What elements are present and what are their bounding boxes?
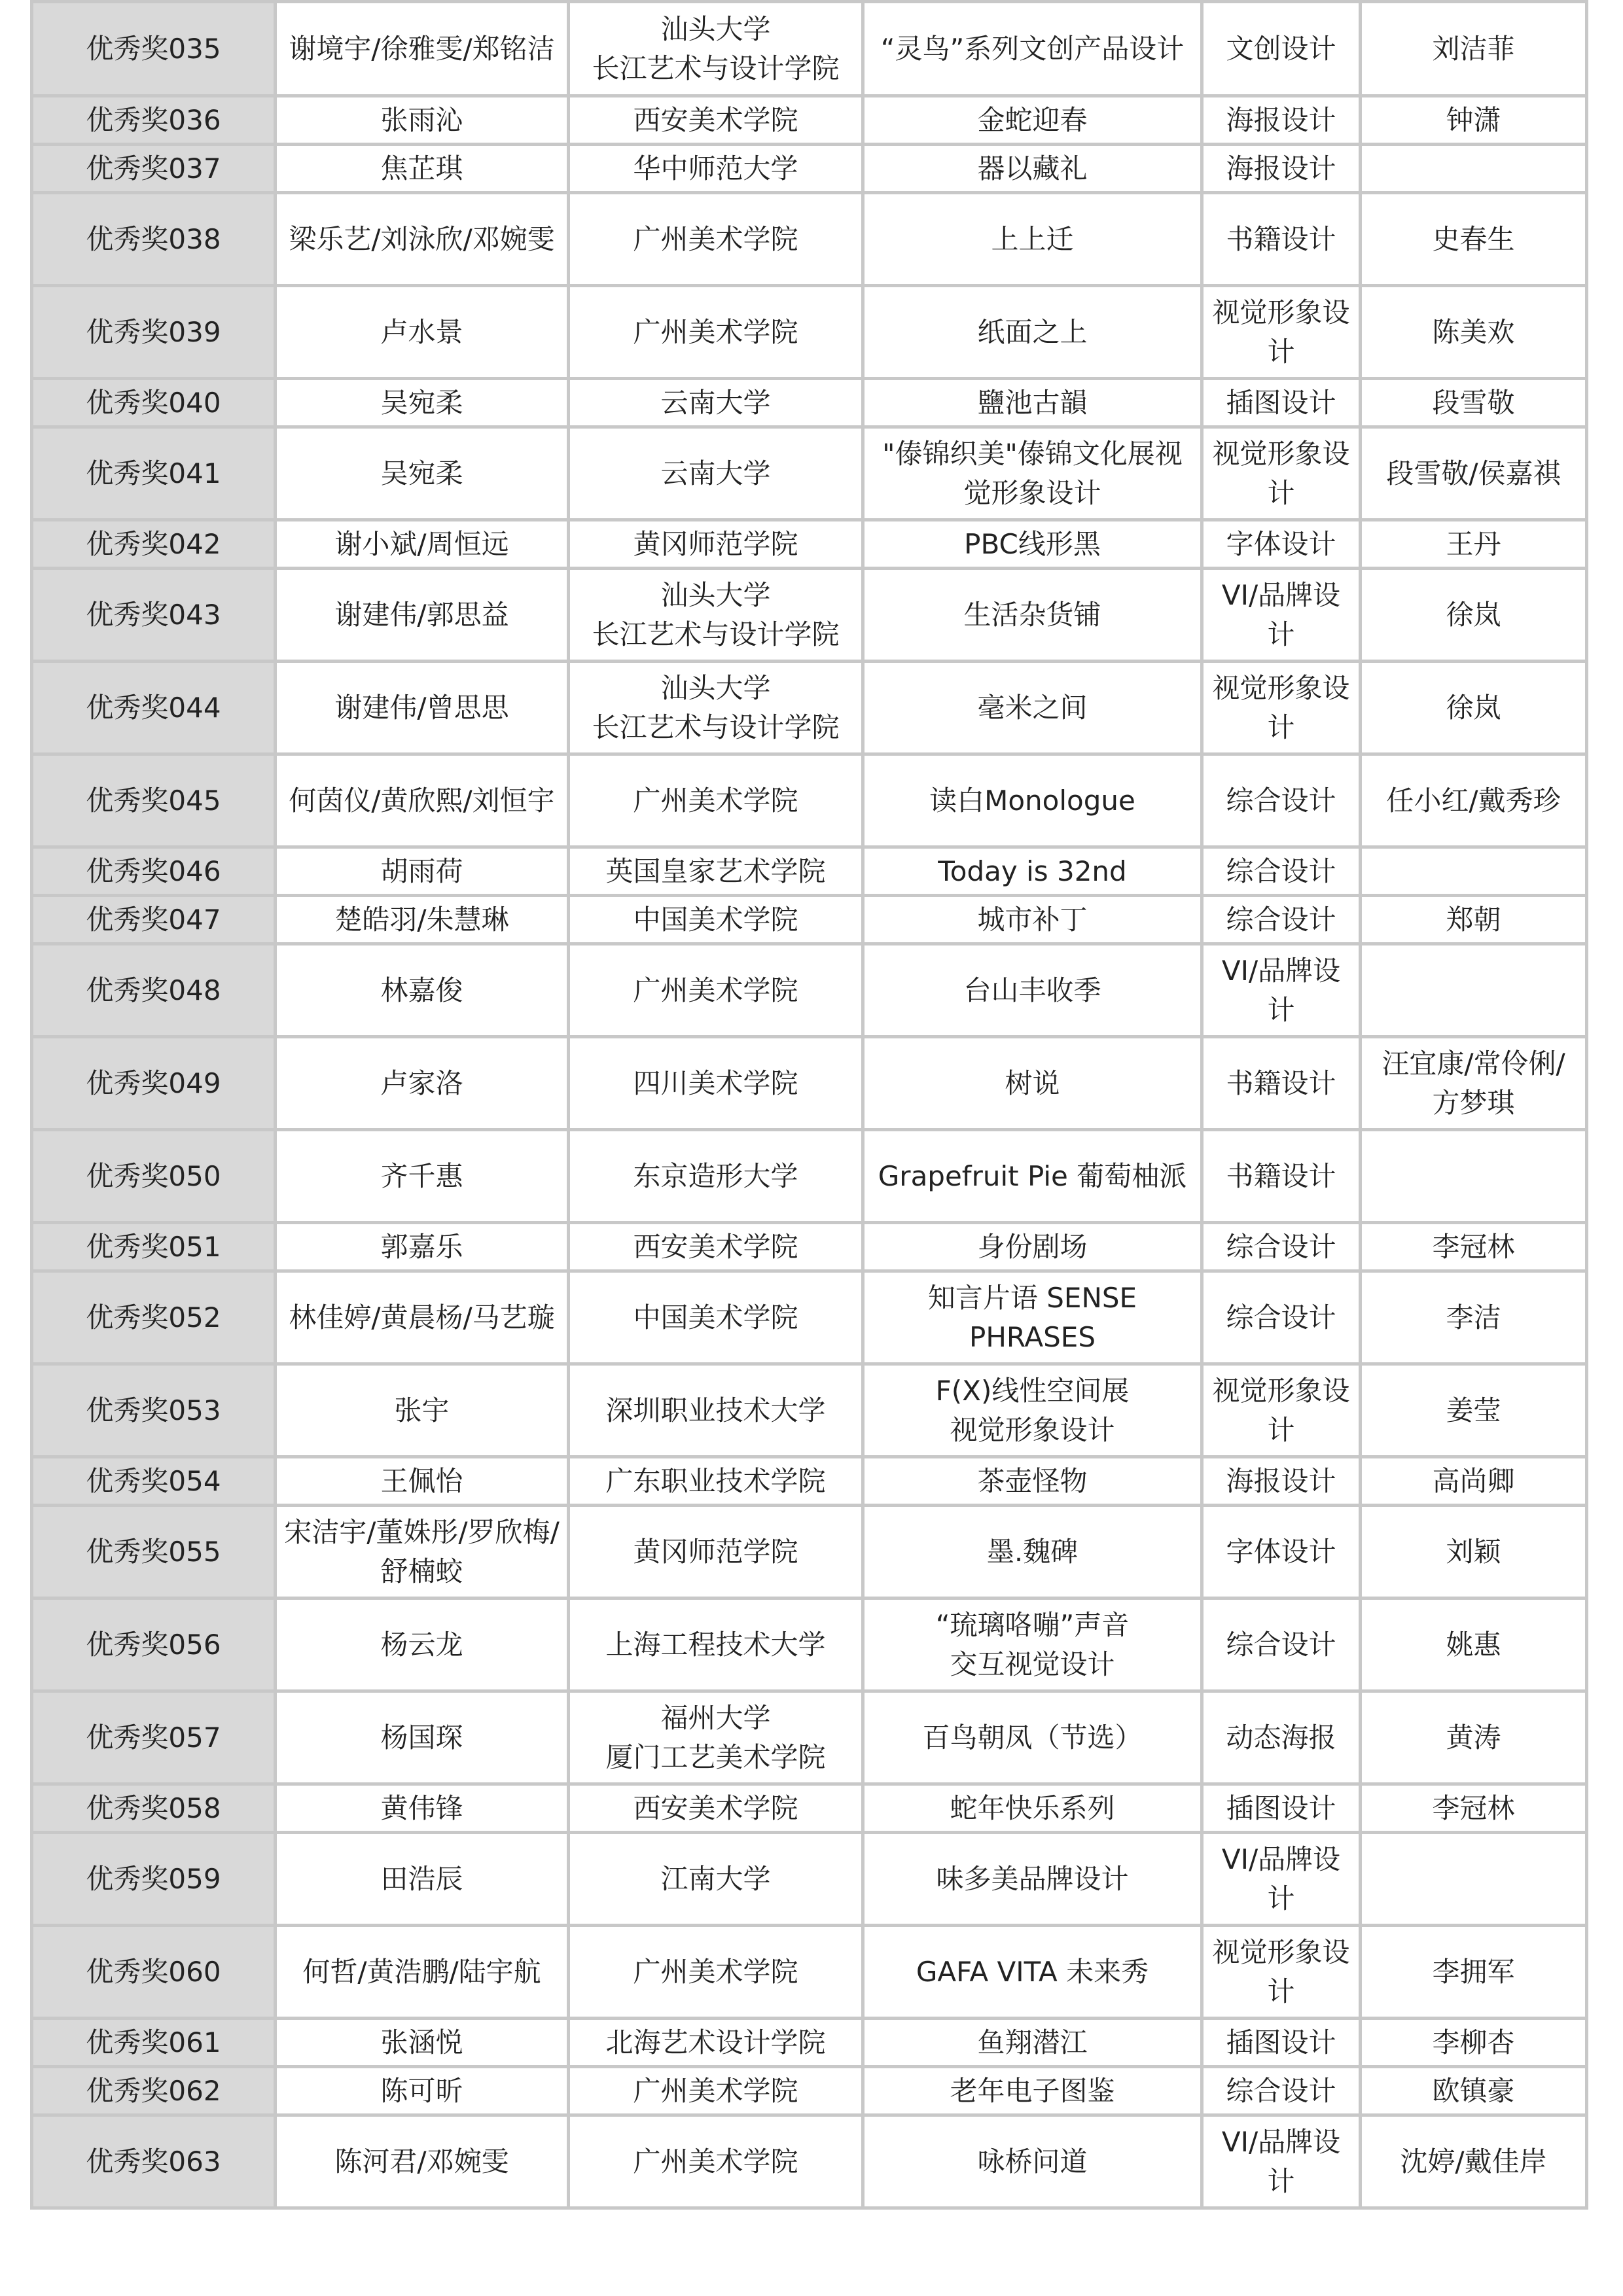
advisor-cell: 史春生 [1361,193,1587,286]
category-cell: VI/品牌设计 [1202,944,1361,1037]
category-cell: 综合设计 [1202,1223,1361,1271]
advisor-cell: 沈婷/戴佳岸 [1361,2115,1587,2208]
award-cell: 优秀奖043 [32,569,276,662]
table-row [32,662,1587,754]
school-cell: 英国皇家艺术学院 [569,847,863,896]
authors-cell: 林佳婷/黄晨杨/马艺璇 [276,1271,569,1364]
table-row [32,2,1587,96]
category-cell: VI/品牌设计 [1202,2115,1361,2208]
school-cell: 北海艺术设计学院 [569,2019,863,2067]
category-cell: 海报设计 [1202,145,1361,193]
award-cell: 优秀奖040 [32,379,276,427]
advisor-cell [1361,1130,1587,1223]
work-title-cell: 鱼翔潜江 [863,2019,1202,2067]
school-cell: 云南大学 [569,379,863,427]
table-row [32,847,1587,896]
authors-cell: 谢建伟/郭思益 [276,569,569,662]
category-cell: 综合设计 [1202,754,1361,847]
table-row [32,1926,1587,2019]
award-cell: 优秀奖037 [32,145,276,193]
advisor-cell: 高尚卿 [1361,1457,1587,1506]
table-row [32,1037,1587,1130]
table-row [32,427,1587,520]
authors-cell: 陈可昕 [276,2067,569,2115]
work-title-cell: “琉璃咯嘣”声音 交互视觉设计 [863,1598,1202,1691]
work-title-cell: 城市补丁 [863,896,1202,944]
category-cell: 书籍设计 [1202,1037,1361,1130]
work-title-cell: 鹽池古韻 [863,379,1202,427]
school-cell: 东京造形大学 [569,1130,863,1223]
category-cell: 视觉形象设计 [1202,1926,1361,2019]
advisor-cell: 姚惠 [1361,1598,1587,1691]
work-title-cell: “灵鸟”系列文创产品设计 [863,2,1202,96]
work-title-cell: 味多美品牌设计 [863,1833,1202,1926]
award-cell: 优秀奖047 [32,896,276,944]
advisor-cell: 李洁 [1361,1271,1587,1364]
school-cell: 广州美术学院 [569,2067,863,2115]
award-cell: 优秀奖060 [32,1926,276,2019]
school-cell: 四川美术学院 [569,1037,863,1130]
advisor-cell: 段雪敬 [1361,379,1587,427]
authors-cell: 王佩怡 [276,1457,569,1506]
advisor-cell: 段雪敬/侯嘉祺 [1361,427,1587,520]
work-title-cell: 生活杂货铺 [863,569,1202,662]
award-cell: 优秀奖053 [32,1364,276,1457]
school-cell: 汕头大学 长江艺术与设计学院 [569,662,863,754]
category-cell: 综合设计 [1202,2067,1361,2115]
school-cell: 福州大学 厦门工艺美术学院 [569,1691,863,1784]
authors-cell: 卢水景 [276,286,569,379]
award-cell: 优秀奖048 [32,944,276,1037]
table-row [32,569,1587,662]
category-cell: 插图设计 [1202,2019,1361,2067]
award-cell: 优秀奖050 [32,1130,276,1223]
authors-cell: 谢建伟/曾思思 [276,662,569,754]
school-cell: 西安美术学院 [569,96,863,145]
table-row [32,1691,1587,1784]
authors-cell: 谢境宇/徐雅雯/郑铭洁 [276,2,569,96]
table-row [32,145,1587,193]
work-title-cell: 毫米之间 [863,662,1202,754]
work-title-cell: Grapefruit Pie 葡萄柚派 [863,1130,1202,1223]
award-cell: 优秀奖058 [32,1784,276,1833]
award-cell: 优秀奖061 [32,2019,276,2067]
work-title-cell: GAFA VITA 未来秀 [863,1926,1202,2019]
award-cell: 优秀奖039 [32,286,276,379]
authors-cell: 焦芷琪 [276,145,569,193]
school-cell: 华中师范大学 [569,145,863,193]
category-cell: 视觉形象设计 [1202,1364,1361,1457]
table-row [32,1506,1587,1598]
award-cell: 优秀奖044 [32,662,276,754]
authors-cell: 卢家洛 [276,1037,569,1130]
advisor-cell: 徐岚 [1361,662,1587,754]
school-cell: 汕头大学 长江艺术与设计学院 [569,569,863,662]
category-cell: 动态海报 [1202,1691,1361,1784]
school-cell: 广州美术学院 [569,193,863,286]
work-title-cell: 树说 [863,1037,1202,1130]
advisor-cell [1361,847,1587,896]
work-title-cell: 纸面之上 [863,286,1202,379]
table-row [32,520,1587,569]
work-title-cell: 上上迁 [863,193,1202,286]
authors-cell: 吴宛柔 [276,379,569,427]
school-cell: 江南大学 [569,1833,863,1926]
award-cell: 优秀奖054 [32,1457,276,1506]
table-row [32,96,1587,145]
award-table [30,0,1588,2210]
table-row [32,2115,1587,2208]
authors-cell: 楚皓羽/朱慧琳 [276,896,569,944]
table-row [32,1457,1587,1506]
school-cell: 广州美术学院 [569,944,863,1037]
table-row [32,2067,1587,2115]
award-cell: 优秀奖062 [32,2067,276,2115]
authors-cell: 杨国琛 [276,1691,569,1784]
work-title-cell: 蛇年快乐系列 [863,1784,1202,1833]
authors-cell: 吴宛柔 [276,427,569,520]
category-cell: 综合设计 [1202,896,1361,944]
award-cell: 优秀奖035 [32,2,276,96]
authors-cell: 张涵悦 [276,2019,569,2067]
table-row [32,1130,1587,1223]
work-title-cell: "傣锦织美"傣锦文化展视觉形象设计 [863,427,1202,520]
advisor-cell: 姜莹 [1361,1364,1587,1457]
authors-cell: 杨云龙 [276,1598,569,1691]
advisor-cell: 李冠林 [1361,1223,1587,1271]
table-row [32,2019,1587,2067]
category-cell: 综合设计 [1202,847,1361,896]
advisor-cell: 李拥军 [1361,1926,1587,2019]
category-cell: 视觉形象设计 [1202,427,1361,520]
award-table-body [32,2,1587,2208]
category-cell: 书籍设计 [1202,1130,1361,1223]
award-cell: 优秀奖052 [32,1271,276,1364]
award-cell: 优秀奖038 [32,193,276,286]
authors-cell: 陈河君/邓婉雯 [276,2115,569,2208]
table-row [32,286,1587,379]
work-title-cell: 身份剧场 [863,1223,1202,1271]
category-cell: 海报设计 [1202,96,1361,145]
authors-cell: 黄伟锋 [276,1784,569,1833]
advisor-cell: 钟潇 [1361,96,1587,145]
award-cell: 优秀奖041 [32,427,276,520]
authors-cell: 郭嘉乐 [276,1223,569,1271]
advisor-cell: 郑朝 [1361,896,1587,944]
authors-cell: 梁乐艺/刘泳欣/邓婉雯 [276,193,569,286]
advisor-cell: 王丹 [1361,520,1587,569]
advisor-cell [1361,944,1587,1037]
category-cell: 插图设计 [1202,379,1361,427]
advisor-cell [1361,145,1587,193]
authors-cell: 林嘉俊 [276,944,569,1037]
table-row [32,379,1587,427]
category-cell: 字体设计 [1202,520,1361,569]
advisor-cell: 刘洁菲 [1361,2,1587,96]
table-row [32,1598,1587,1691]
work-title-cell: F(X)线性空间展 视觉形象设计 [863,1364,1202,1457]
award-cell: 优秀奖051 [32,1223,276,1271]
table-row [32,754,1587,847]
school-cell: 深圳职业技术大学 [569,1364,863,1457]
advisor-cell: 黄涛 [1361,1691,1587,1784]
work-title-cell: 咏桥问道 [863,2115,1202,2208]
authors-cell: 张宇 [276,1364,569,1457]
award-cell: 优秀奖055 [32,1506,276,1598]
work-title-cell: 知言片语 SENSE PHRASES [863,1271,1202,1364]
category-cell: 插图设计 [1202,1784,1361,1833]
advisor-cell: 陈美欢 [1361,286,1587,379]
work-title-cell: 百鸟朝凤（节选） [863,1691,1202,1784]
school-cell: 广州美术学院 [569,1926,863,2019]
school-cell: 黄冈师范学院 [569,520,863,569]
authors-cell: 何茵仪/黄欣熙/刘恒宇 [276,754,569,847]
category-cell: 视觉形象设计 [1202,662,1361,754]
work-title-cell: 读白Monologue [863,754,1202,847]
table-row [32,1223,1587,1271]
authors-cell: 何哲/黄浩鹏/陆宇航 [276,1926,569,2019]
school-cell: 云南大学 [569,427,863,520]
award-cell: 优秀奖042 [32,520,276,569]
category-cell: 书籍设计 [1202,193,1361,286]
award-cell: 优秀奖063 [32,2115,276,2208]
advisor-cell: 刘颖 [1361,1506,1587,1598]
award-cell: 优秀奖046 [32,847,276,896]
authors-cell: 齐千惠 [276,1130,569,1223]
table-row [32,944,1587,1037]
advisor-cell: 徐岚 [1361,569,1587,662]
school-cell: 西安美术学院 [569,1223,863,1271]
award-cell: 优秀奖036 [32,96,276,145]
work-title-cell: 器以藏礼 [863,145,1202,193]
school-cell: 汕头大学 长江艺术与设计学院 [569,2,863,96]
category-cell: VI/品牌设计 [1202,1833,1361,1926]
advisor-cell [1361,1833,1587,1926]
work-title-cell: 金蛇迎春 [863,96,1202,145]
table-row [32,1364,1587,1457]
table-row [32,193,1587,286]
advisor-cell: 李冠林 [1361,1784,1587,1833]
work-title-cell: 茶壶怪物 [863,1457,1202,1506]
school-cell: 中国美术学院 [569,1271,863,1364]
category-cell: 字体设计 [1202,1506,1361,1598]
category-cell: 综合设计 [1202,1271,1361,1364]
table-row [32,1833,1587,1926]
advisor-cell: 任小红/戴秀珍 [1361,754,1587,847]
school-cell: 西安美术学院 [569,1784,863,1833]
category-cell: 视觉形象设计 [1202,286,1361,379]
school-cell: 广州美术学院 [569,286,863,379]
table-row [32,1271,1587,1364]
award-cell: 优秀奖057 [32,1691,276,1784]
award-cell: 优秀奖059 [32,1833,276,1926]
work-title-cell: 台山丰收季 [863,944,1202,1037]
advisor-cell: 汪宜康/常伶俐/方梦琪 [1361,1037,1587,1130]
award-cell: 优秀奖045 [32,754,276,847]
school-cell: 上海工程技术大学 [569,1598,863,1691]
work-title-cell: PBC线形黑 [863,520,1202,569]
category-cell: VI/品牌设计 [1202,569,1361,662]
school-cell: 中国美术学院 [569,896,863,944]
school-cell: 广州美术学院 [569,2115,863,2208]
advisor-cell: 欧镇豪 [1361,2067,1587,2115]
category-cell: 综合设计 [1202,1598,1361,1691]
authors-cell: 胡雨荷 [276,847,569,896]
work-title-cell: Today is 32nd [863,847,1202,896]
authors-cell: 宋洁宇/董姝彤/罗欣梅/舒楠蛟 [276,1506,569,1598]
category-cell: 海报设计 [1202,1457,1361,1506]
table-row [32,1784,1587,1833]
award-cell: 优秀奖049 [32,1037,276,1130]
school-cell: 广东职业技术学院 [569,1457,863,1506]
authors-cell: 谢小斌/周恒远 [276,520,569,569]
advisor-cell: 李柳杏 [1361,2019,1587,2067]
authors-cell: 张雨沁 [276,96,569,145]
table-row [32,896,1587,944]
school-cell: 广州美术学院 [569,754,863,847]
category-cell: 文创设计 [1202,2,1361,96]
work-title-cell: 墨.魏碑 [863,1506,1202,1598]
authors-cell: 田浩辰 [276,1833,569,1926]
work-title-cell: 老年电子图鉴 [863,2067,1202,2115]
school-cell: 黄冈师范学院 [569,1506,863,1598]
award-cell: 优秀奖056 [32,1598,276,1691]
